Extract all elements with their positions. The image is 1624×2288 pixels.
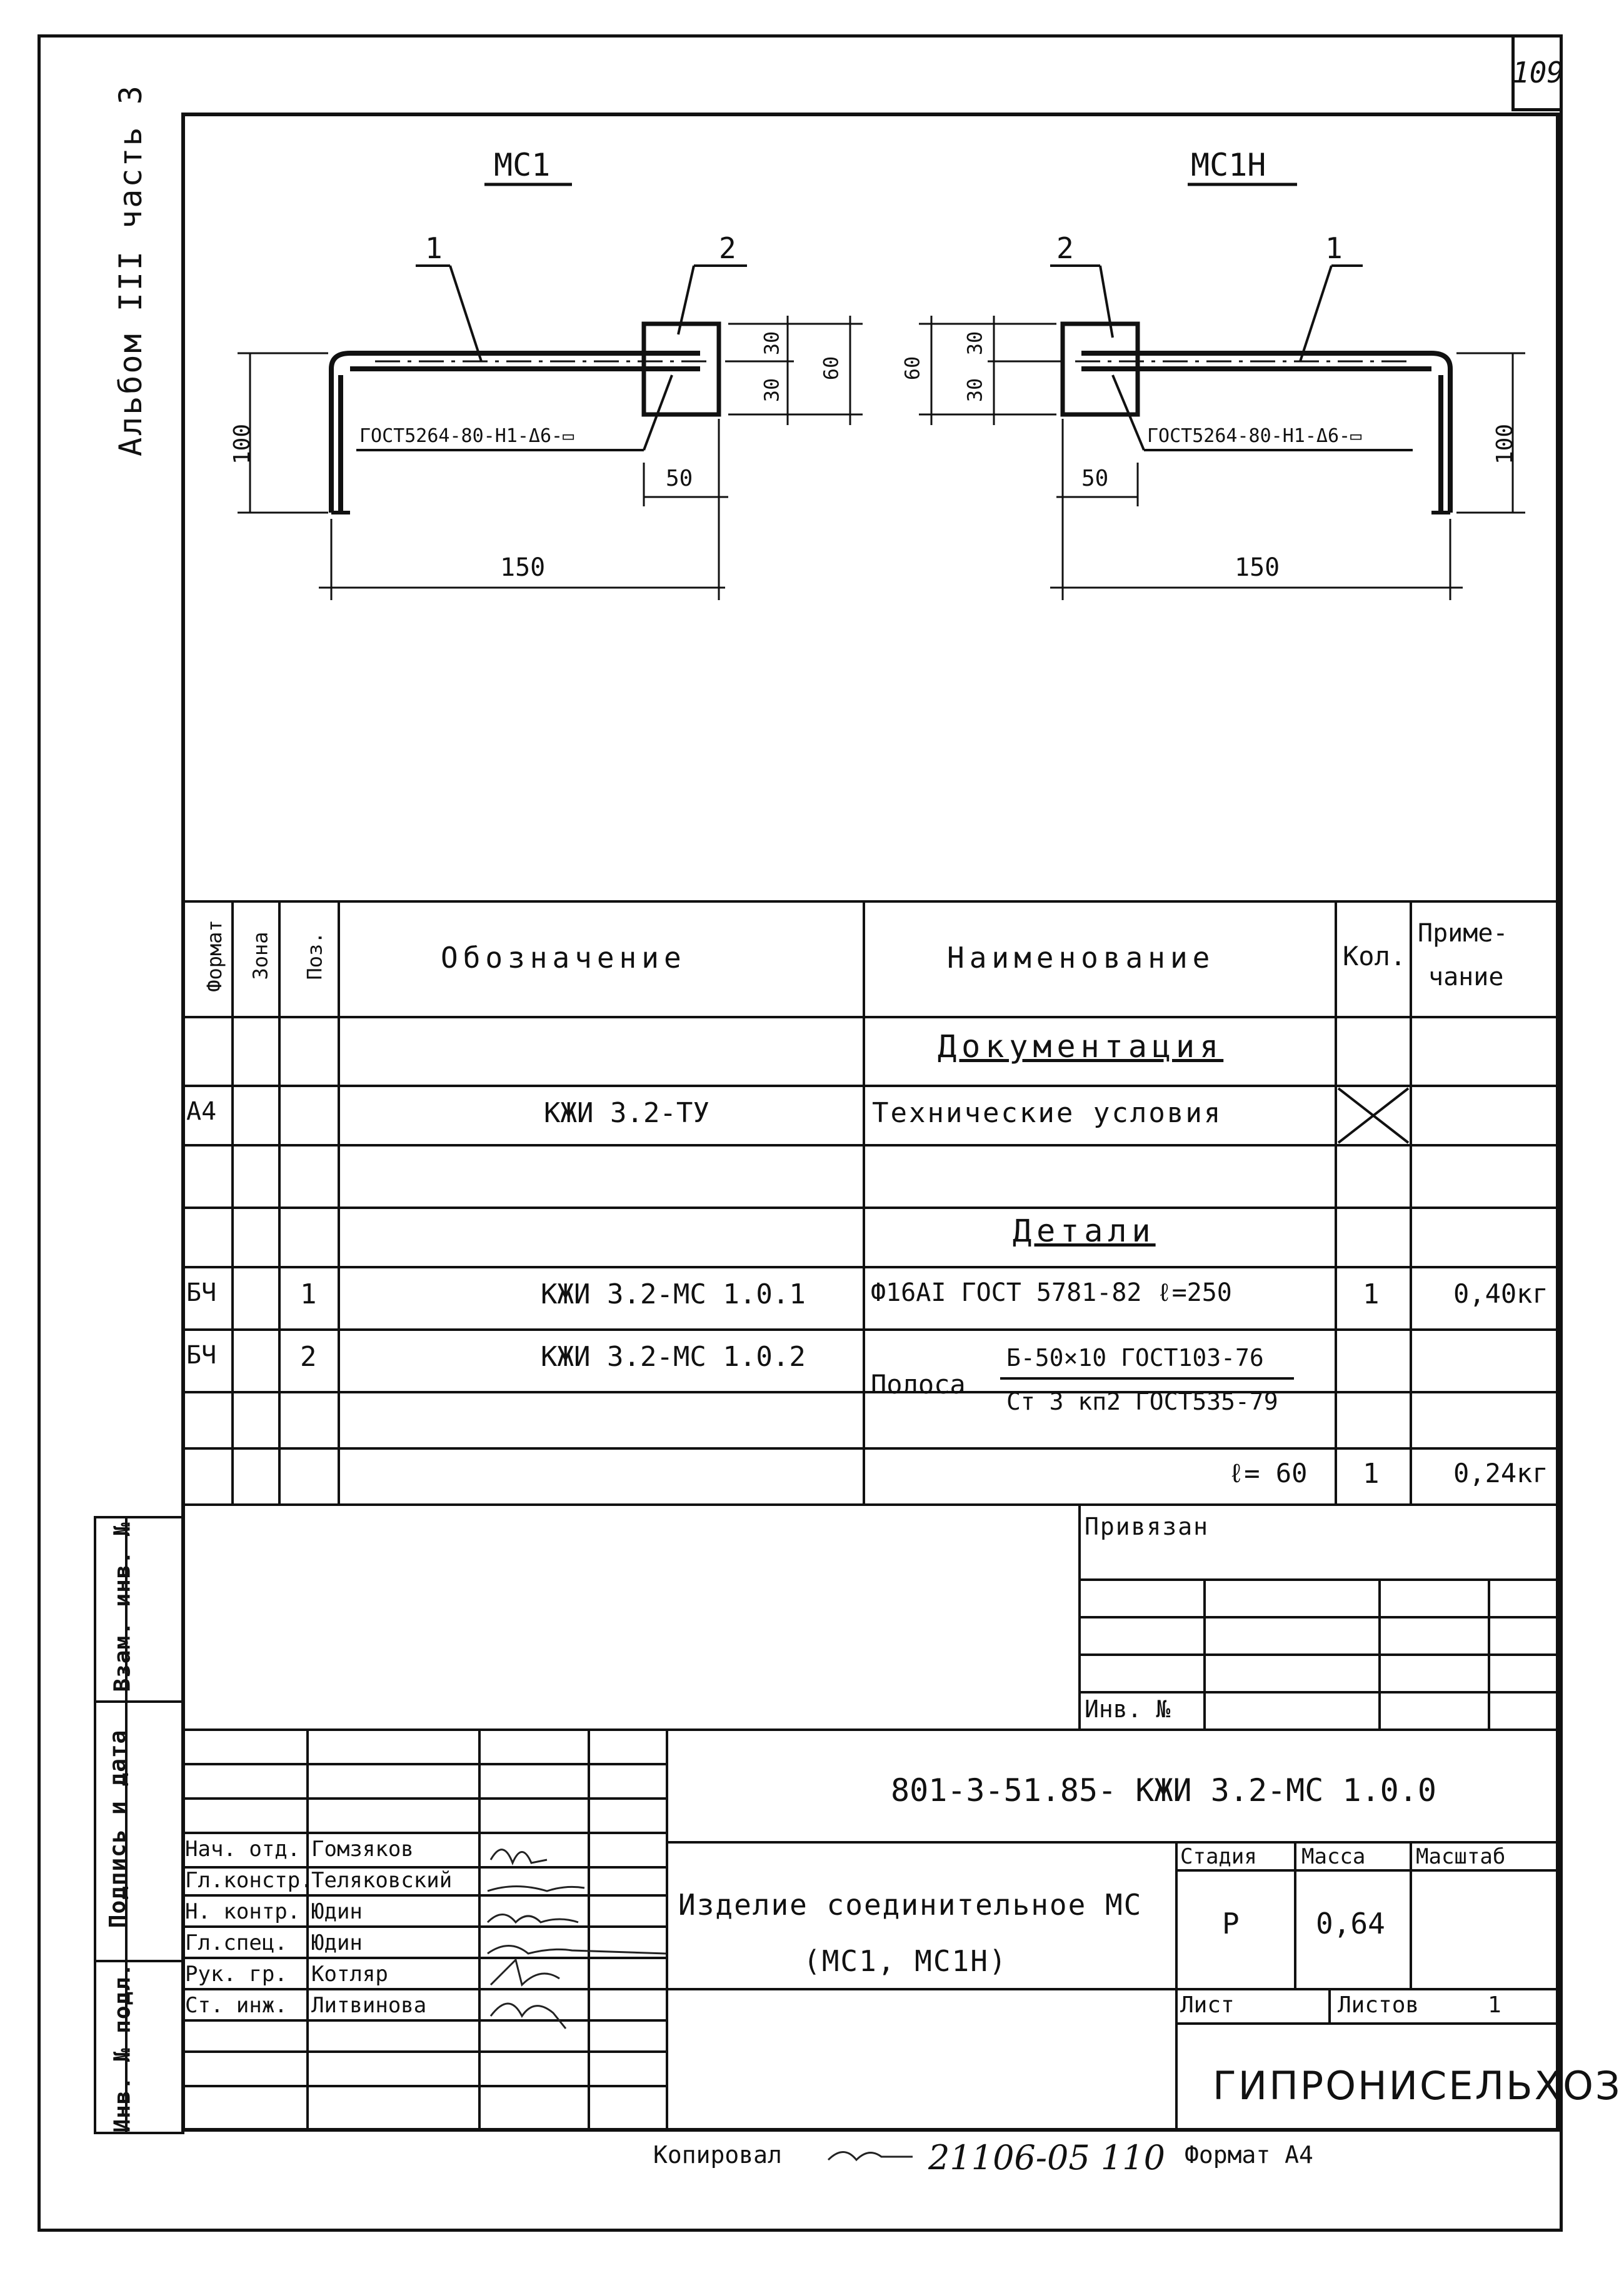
row-2-name: Ф16АI ГОСТ 5781-82 ℓ=250 [871,1278,1232,1307]
staff-name-4: Юдин [311,1930,363,1955]
row-2-note: 0,40кг [1453,1278,1548,1309]
mc1n-callout-1: 1 [1325,231,1343,265]
header-note-line1: Приме- [1418,919,1508,948]
stage-value: Р [1222,1907,1240,1940]
mc1n-dim-30-bottom: 30 [963,378,987,403]
mc1n-dim-60: 60 [900,356,925,381]
mass-value: 0,64 [1316,1907,1385,1940]
section-documentation: Документация [938,1028,1224,1065]
privyazan-label: Привязан [1085,1513,1210,1540]
mc1-dim-150: 150 [500,553,546,582]
signatures [478,1835,728,2041]
row-2-pos: 1 [300,1278,317,1310]
product-name-line1: Изделие соединительное МС [678,1888,1143,1922]
row-4-qty: 1 [1363,1458,1380,1490]
staff-role-3: Н. контр. [185,1899,301,1924]
signature-4 [488,1946,666,1954]
signature-5 [491,1960,559,1985]
staff-role-5: Рук. гр. [185,1962,288,1987]
row-2-qty: 1 [1363,1278,1380,1310]
mc1-callout-1: 1 [425,231,443,265]
header-format: Формат [202,920,226,992]
mc1-callout-2: 2 [719,231,736,265]
side-label-inv-podl: Инв. № подл. [109,1962,136,2133]
row-3-pos: 2 [300,1341,317,1373]
mc1-weld-note: ГОСТ5264-80-Н1-Δ6-▭ [359,425,574,447]
header-pos: Поз. [303,931,327,980]
staff-name-5: Котляр [311,1962,388,1987]
row-3-name-top: Б-50×10 ГОСТ103-76 [1006,1344,1264,1372]
row-3-name-bottom: Ст 3 кп2 ГОСТ535-79 [1006,1388,1278,1415]
staff-role-2: Гл.констр. [185,1868,313,1893]
mc1-dim-60: 60 [819,356,843,381]
mc1-dim-30-top: 30 [759,331,784,356]
mc1n-dim-150: 150 [1235,553,1280,582]
header-zone: Зона [248,931,273,980]
row-4-note: 0,24кг [1453,1458,1548,1488]
signature-6 [491,2004,566,2029]
scale-label: Масштаб [1416,1844,1506,1869]
staff-name-2: Теляковский [311,1868,453,1893]
mc1n-dim-100: 100 [1492,423,1518,465]
row-1-designation: КЖИ 3.2-ТУ [544,1097,709,1129]
mass-label: Масса [1301,1844,1366,1869]
mc1n-dim-30-top: 30 [963,331,987,356]
sheet-label: Лист [1180,1992,1235,2018]
signature-3 [488,1915,578,1923]
header-name: Наименование [947,941,1215,975]
drawing-area [0,0,1624,750]
mc1-dim-100: 100 [229,423,256,465]
doc-code: 801-3-51.85- КЖИ 3.2-МС 1.0.0 [891,1772,1436,1809]
album-label: Альбом III часть 3 [113,84,149,456]
page-number: 109 [1511,36,1561,111]
mc1-title: МС1 [494,147,551,183]
header-qty: Кол. [1343,941,1406,971]
row-2-format: БЧ [186,1278,217,1307]
signature-2 [488,1887,584,1892]
organization-name: ГИПРОНИСЕЛЬХОЗ [1213,2063,1622,2109]
row-1-name: Технические условия [872,1097,1223,1129]
row-1-qty-cross [1337,1087,1410,1144]
copier-signature [825,2138,919,2175]
row-4-name: ℓ= 60 [1228,1458,1308,1488]
mc1n-dim-50: 50 [1081,466,1109,491]
header-designation: Обозначение [441,941,686,975]
mc1-dim-30-bottom: 30 [759,378,784,403]
row-1-format: А4 [186,1097,217,1126]
header-note-line2: чание [1428,963,1504,991]
sheets-count: 1 [1488,1992,1501,2018]
sheets-label: Листов [1338,1992,1420,2018]
staff-role-1: Нач. отд. [185,1837,301,1862]
staff-name-6: Литвинова [311,1993,427,2018]
row-3-name-prefix: Полоса [871,1369,966,1400]
staff-role-4: Гл.спец. [185,1930,288,1955]
mc1n-weld-note: ГОСТ5264-80-Н1-Δ6-▭ [1147,425,1362,447]
side-label-podpis: Подпись и дата [105,1729,131,1929]
order-number: 21106-05 110 [928,2138,1165,2177]
mc1n-title: МС1Н [1191,147,1266,183]
row-3-designation: КЖИ 3.2-МС 1.0.2 [541,1341,806,1373]
section-parts: Детали [1013,1213,1156,1249]
staff-name-3: Юдин [311,1899,363,1924]
staff-role-6: Ст. инж. [185,1993,288,2018]
inv-no-label: Инв. № [1085,1695,1171,1723]
copied-label: Копировал [653,2141,782,2169]
staff-name-1: Гомзяков [311,1837,414,1862]
mc1n-callout-2: 2 [1056,231,1074,265]
mc1-dim-50: 50 [666,466,693,491]
stage-label: Стадия [1180,1844,1257,1869]
signature-1 [491,1850,547,1863]
product-name-line2: (МС1, МС1Н) [803,1944,1008,1978]
sheet-format: Формат А4 [1185,2141,1313,2169]
row-2-designation: КЖИ 3.2-МС 1.0.1 [541,1278,806,1310]
row-3-format: БЧ [186,1341,217,1370]
side-label-vzam: Взам. инв. № [109,1522,136,1692]
